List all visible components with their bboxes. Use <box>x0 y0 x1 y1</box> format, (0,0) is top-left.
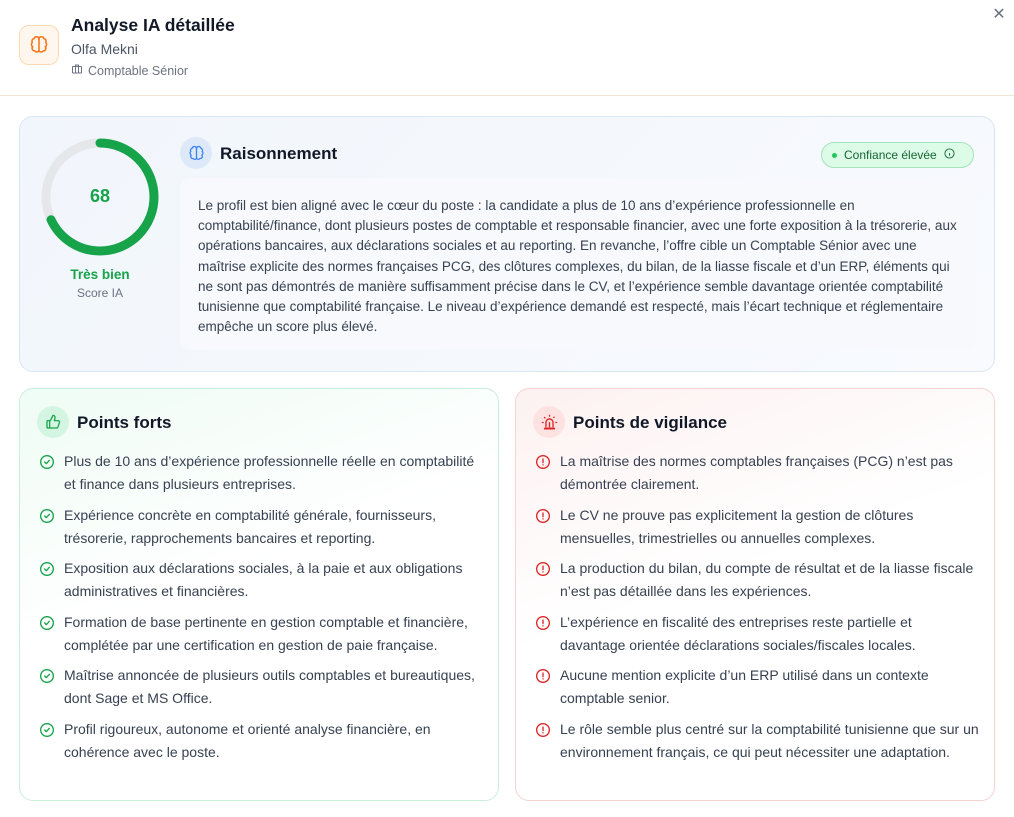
warning-item <box>535 611 980 657</box>
reasoning-title: Raisonnement <box>220 144 338 163</box>
warning-item-text: Aucune mention explicite d’un ERP utilisé dans un contexte comptable senior. <box>560 667 929 706</box>
strength-item-text: Maîtrise annoncée de plusieurs outils comptables et bureautiques, dont Sage et MS Office. <box>64 667 475 706</box>
close-icon[interactable]: ✕ <box>992 6 1006 23</box>
alert-circle-icon <box>535 508 551 524</box>
alert-circle-icon <box>535 722 551 738</box>
info-icon[interactable] <box>944 148 955 162</box>
candidate-role <box>71 63 188 78</box>
score-label: Très bien <box>70 267 130 282</box>
confidence-badge[interactable] <box>821 142 974 168</box>
warning-item-text: La production du bilan, du compte de résultat et de la liasse fiscale n’est pas détaillée dans les expériences. <box>560 560 974 599</box>
strength-item <box>39 718 484 764</box>
reasoning-text: Le profil est bien aligné avec le cœur du poste : la candidate a plus de 10 ans d’expérience professionnelle en comptabilité/finance, dont plusieurs postes de comptable et responsable financier, avec une forte exposition à la trésorerie, aux opérations bancaires, aux déclarations sociales et au reporting. En revanche, l’offre cible un Comptable Sénior avec une maîtrise explicite des normes françaises PCG, des clôtures complexes, du bilan, de la liasse fiscale et d’un ERP, éléments qui ne sont pas démontrés de manière suffisamment précise dans le CV, et l’expérience semble davantage orientée comptabilité tunisienne que comptabilité française. Le niveau d’expérience demandé est respecté, mais l’écart technique et réglementaire empêche un score plus élevé. <box>180 178 976 350</box>
candidate-name: Olfa Mekni <box>71 41 138 57</box>
strengths-card <box>19 388 499 801</box>
thumbs-up-icon <box>37 406 69 438</box>
strength-item-text: Expérience concrète en comptabilité générale, fournisseurs, trésorerie, rapprochements bancaires et reporting. <box>64 506 436 546</box>
modal-title: Analyse IA détaillée <box>71 15 235 35</box>
warning-item <box>535 504 980 550</box>
alert-circle-icon <box>535 561 551 577</box>
check-circle-icon <box>39 668 55 684</box>
warning-item-text: Le rôle semble plus centré sur la comptabilité tunisienne que sur un environnement français, ce qui peut nécessiter une adaptation. <box>560 720 979 760</box>
status-dot <box>832 153 837 158</box>
check-circle-icon <box>39 615 55 631</box>
brain-icon <box>19 25 59 65</box>
strength-item-text: Exposition aux déclarations sociales, à la paie et aux obligations administratives et financières. <box>64 560 463 599</box>
strengths-title: Points forts <box>77 413 172 432</box>
warning-item-text: L’expérience en fiscalité des entreprises reste partielle et davantage orientée déclarations sociales/fiscales locales. <box>560 613 916 653</box>
warning-item <box>535 557 980 603</box>
briefcase-icon <box>71 63 83 78</box>
warning-item <box>535 718 980 764</box>
score-value: 68 <box>89 186 111 206</box>
strength-item-text: Formation de base pertinente en gestion comptable et financière, complétée par une certification en gestion de paie française. <box>64 613 468 653</box>
strength-item-text: Profil rigoureux, autonome et orienté analyse financière, en cohérence avec le poste. <box>64 720 431 760</box>
strength-item-text: Plus de 10 ans d’expérience professionnelle réelle en comptabilité et finance dans plusieurs entreprises. <box>64 453 475 492</box>
warning-item <box>535 450 980 496</box>
check-circle-icon <box>39 722 55 738</box>
alert-circle-icon <box>535 615 551 631</box>
strengths-list <box>39 450 484 771</box>
strength-item <box>39 611 484 657</box>
check-circle-icon <box>39 561 55 577</box>
siren-icon <box>533 406 565 438</box>
confidence-label: Confiance élevée <box>844 148 937 162</box>
check-circle-icon <box>39 508 55 524</box>
warning-item-text: La maîtrise des normes comptables françaises (PCG) n’est pas démontrée clairement. <box>560 453 953 492</box>
brain-icon <box>180 137 212 169</box>
warnings-card <box>515 388 995 801</box>
alert-circle-icon <box>535 668 551 684</box>
modal-header <box>0 0 1014 96</box>
role-label: Comptable Sénior <box>88 63 189 78</box>
warnings-title: Points de vigilance <box>573 413 727 432</box>
warning-item <box>535 664 980 710</box>
score-caption: Score IA <box>76 286 124 300</box>
alert-circle-icon <box>535 454 551 470</box>
strength-item <box>39 557 484 603</box>
strength-item <box>39 450 484 496</box>
strength-item <box>39 504 484 550</box>
warning-item-text: Le CV ne prouve pas explicitement la gestion de clôtures mensuelles, trimestrielles ou annuelles complexes. <box>560 506 914 546</box>
check-circle-icon <box>39 454 55 470</box>
warnings-list <box>535 450 980 771</box>
strength-item <box>39 664 484 710</box>
